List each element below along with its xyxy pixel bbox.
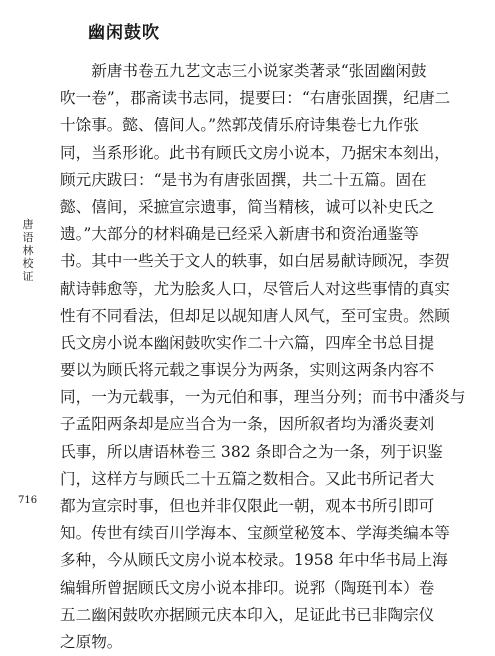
text-line: 同，一为元载事，一为元伯和事，理当分列；而书中潘炎与 (60, 388, 466, 407)
text-line: 氏事，所以唐语林卷三 382 条即合之为一条，列于识鉴 (60, 442, 443, 461)
text-line: 吹一卷”，郡斋读书志同，提要曰：“右唐张固撰，纪唐二 (60, 89, 451, 108)
page-number: 716 (18, 495, 38, 506)
text-line: 编辑所曾据顾氏文房小说本排印。说郛（陶珽刊本）卷 (60, 578, 435, 597)
text-line: 懿、僖间，采摭宣宗遗事，简当精核，诚可以补史氏之 (60, 197, 435, 216)
side-book-title: 唐语林校证 (22, 218, 34, 283)
text-line: 门，这样方与顾氏二十五篇之数相合。又此书所记者大 (60, 469, 435, 488)
text-line: 新唐书卷五九艺文志三小说家类著录“张固幽闲鼓 (60, 62, 427, 80)
body-text (60, 58, 466, 656)
text-line: 之原物。 (60, 632, 123, 651)
text-line: 献诗韩愈等，尤为脍炙人口，尽管后人对这些事情的真实 (60, 279, 450, 298)
text-line: 要以为顾氏将元载之事误分为两条，实则这两条内容不 (60, 361, 435, 380)
text-line: 子孟阳两条却是应当合为一条，因所叙者均为潘炎妻刘 (60, 415, 435, 434)
text-line: 书。其中一些关于文人的轶事，如白居易献诗顾况，李贺 (60, 252, 450, 271)
text-line: 顾元庆跋曰：“是书为有唐张固撰，共二十五篇。固在 (60, 170, 427, 189)
text-line: 遗。”大部分的材料确是已经采入新唐书和资治通鉴等 (60, 225, 419, 244)
text-line: 知。传世有续百川学海本、宝颜堂秘笈本、学海类编本等 (60, 524, 450, 543)
text-line: 同，当系形讹。此书有顾氏文房小说本，乃据宋本刻出， (60, 143, 450, 162)
text-line: 多种，今从顾氏文房小说本校录。1958 年中华书局上海 (60, 551, 448, 570)
text-line: 十馀事。懿、僖间人。”然郭茂倩乐府诗集卷七九作张 (60, 116, 419, 135)
text-line: 氏文房小说本幽闲鼓吹实作二十六篇，四库全书总目提 (60, 333, 435, 352)
text-line: 五二幽闲鼓吹亦据顾元庆本印入，足证此书已非陶宗仪 (60, 605, 435, 624)
page-title: 幽闲鼓吹 (88, 23, 160, 43)
text-line: 性有不同看法，但却足以觇知唐人风气，至可宝贵。然顾 (60, 306, 450, 325)
text-line: 都为宣宗时事，但也并非仅限此一朝，观本书所引即可 (60, 497, 435, 515)
